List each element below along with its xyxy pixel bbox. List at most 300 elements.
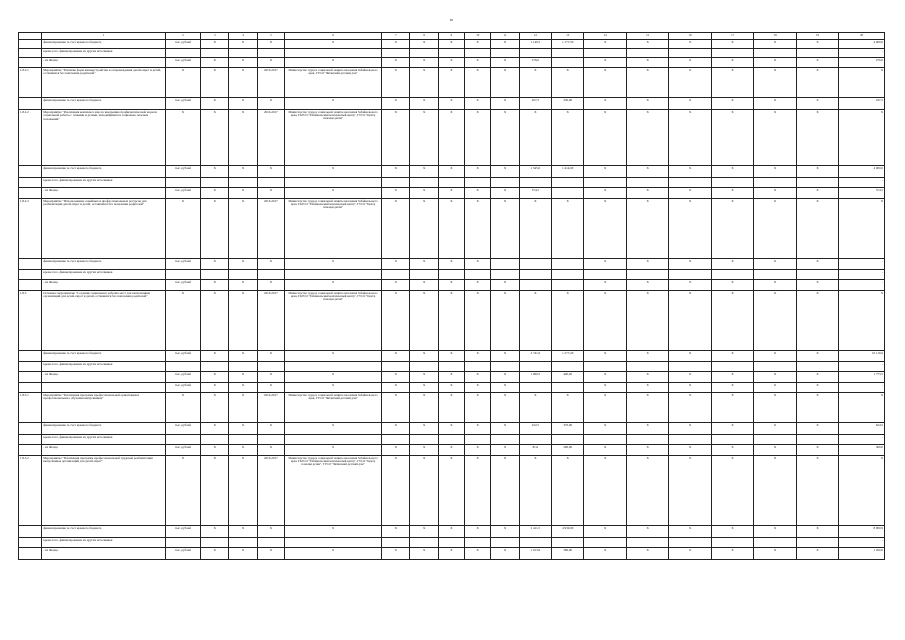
table-row bbox=[19, 68, 885, 98]
value-cell: X bbox=[438, 351, 464, 362]
value-cell: 4 000,0 bbox=[839, 40, 885, 49]
value-cell: X bbox=[201, 280, 229, 291]
value-cell: X bbox=[465, 548, 491, 560]
value-cell: X bbox=[669, 445, 711, 456]
value-cell: X bbox=[839, 393, 885, 423]
value-cell: X bbox=[839, 68, 885, 98]
value-cell bbox=[711, 538, 753, 548]
value-cell: X bbox=[382, 383, 410, 393]
value-cell: X bbox=[465, 291, 491, 351]
page-number: to bbox=[450, 17, 454, 22]
value-cell: X bbox=[626, 280, 668, 291]
executor-cell: X bbox=[285, 372, 382, 383]
executor-cell: X bbox=[285, 40, 382, 49]
value-cell: 360,0 bbox=[839, 445, 885, 456]
table-row bbox=[19, 538, 885, 548]
row-code-cell bbox=[19, 372, 42, 383]
executor-cell bbox=[285, 270, 382, 280]
value-cell bbox=[229, 178, 257, 188]
value-cell: X bbox=[584, 58, 626, 68]
value-cell: X bbox=[796, 166, 838, 178]
value-cell: X bbox=[584, 456, 626, 526]
value-cell bbox=[201, 435, 229, 445]
value-cell: X bbox=[438, 280, 464, 291]
value-cell: X bbox=[711, 110, 753, 166]
value-cell: - bbox=[839, 383, 885, 393]
value-cell: X bbox=[201, 526, 229, 538]
value-cell: X bbox=[669, 383, 711, 393]
value-cell: X bbox=[410, 383, 438, 393]
row-description-cell: кроме того, финансирование из других источников bbox=[42, 362, 165, 372]
program-table bbox=[18, 32, 885, 560]
value-cell: X bbox=[584, 548, 626, 560]
value-cell: X bbox=[465, 199, 491, 259]
value-cell: X bbox=[201, 110, 229, 166]
unit-cell: тыс. рублей bbox=[165, 423, 200, 435]
value-cell bbox=[552, 280, 584, 291]
value-cell: X bbox=[201, 188, 229, 199]
value-cell: X bbox=[711, 456, 753, 526]
value-cell: X bbox=[491, 58, 519, 68]
column-number-cell: 3 bbox=[201, 33, 229, 40]
value-cell: X bbox=[669, 393, 711, 423]
value-cell: 4 930,00 bbox=[552, 526, 584, 538]
value-cell: X bbox=[257, 40, 284, 49]
row-code-cell bbox=[19, 280, 42, 291]
value-cell: X bbox=[491, 166, 519, 178]
executor-cell: X bbox=[285, 423, 382, 435]
value-cell: X bbox=[552, 110, 584, 166]
unit-cell: X bbox=[165, 393, 200, 423]
value-cell: 276,0 bbox=[519, 58, 551, 68]
value-cell: X bbox=[584, 166, 626, 178]
table-row bbox=[19, 199, 885, 259]
value-cell: X bbox=[257, 58, 284, 68]
value-cell: X bbox=[382, 393, 410, 423]
value-cell: X bbox=[519, 110, 551, 166]
value-cell: - bbox=[839, 178, 885, 188]
value-cell: X bbox=[382, 291, 410, 351]
value-cell: X bbox=[410, 166, 438, 178]
value-cell: 2016-2017 bbox=[257, 456, 284, 526]
value-cell: X bbox=[669, 188, 711, 199]
value-cell: X bbox=[669, 68, 711, 98]
value-cell bbox=[584, 362, 626, 372]
value-cell: X bbox=[229, 58, 257, 68]
value-cell: - bbox=[839, 270, 885, 280]
value-cell: 81,6 bbox=[519, 445, 551, 456]
value-cell: X bbox=[410, 58, 438, 68]
value-cell: X bbox=[465, 351, 491, 362]
row-code-cell bbox=[19, 49, 42, 58]
value-cell: X bbox=[796, 383, 838, 393]
table-row bbox=[19, 40, 885, 49]
value-cell: X bbox=[465, 372, 491, 383]
value-cell: X bbox=[382, 259, 410, 270]
value-cell bbox=[382, 49, 410, 58]
value-cell: X bbox=[796, 110, 838, 166]
executor-cell: X bbox=[285, 58, 382, 68]
value-cell: X bbox=[711, 351, 753, 362]
column-number-cell: 19 bbox=[796, 33, 838, 40]
value-cell bbox=[410, 362, 438, 372]
executor-cell: X bbox=[285, 280, 382, 291]
value-cell: X bbox=[201, 40, 229, 49]
value-cell: X bbox=[552, 199, 584, 259]
row-description-cell: финансирование за счет краевого бюджета bbox=[42, 526, 165, 538]
value-cell: X bbox=[796, 423, 838, 435]
value-cell bbox=[438, 435, 464, 445]
row-code-cell bbox=[19, 383, 42, 393]
executor-cell bbox=[285, 435, 382, 445]
executor-cell: X bbox=[285, 548, 382, 560]
value-cell: X bbox=[257, 98, 284, 110]
value-cell: 1 177,50 bbox=[552, 40, 584, 49]
value-cell: X bbox=[257, 166, 284, 178]
row-description-cell: финансирование за счет краевого бюджета bbox=[42, 40, 165, 49]
value-cell: X bbox=[201, 456, 229, 526]
column-number-cell: 6 bbox=[285, 33, 382, 40]
value-cell: X bbox=[438, 98, 464, 110]
value-cell: X bbox=[438, 291, 464, 351]
value-cell: X bbox=[382, 199, 410, 259]
value-cell: X bbox=[626, 291, 668, 351]
value-cell: X bbox=[201, 423, 229, 435]
value-cell bbox=[491, 362, 519, 372]
value-cell: X bbox=[410, 259, 438, 270]
executor-cell: X bbox=[285, 351, 382, 362]
value-cell: X bbox=[491, 40, 519, 49]
value-cell: X bbox=[669, 98, 711, 110]
value-cell bbox=[438, 270, 464, 280]
column-number-cell: 14 bbox=[584, 33, 626, 40]
value-cell: X bbox=[438, 548, 464, 560]
value-cell bbox=[410, 538, 438, 548]
value-cell: 1 773,5 bbox=[839, 372, 885, 383]
value-cell: X bbox=[465, 526, 491, 538]
value-cell: X bbox=[491, 456, 519, 526]
value-cell: 624,5 bbox=[839, 423, 885, 435]
unit-cell: тыс. рублей bbox=[165, 372, 200, 383]
value-cell: X bbox=[626, 58, 668, 68]
value-cell: X bbox=[201, 445, 229, 456]
value-cell: X bbox=[711, 166, 753, 178]
column-number-cell: 18 bbox=[754, 33, 796, 40]
executor-cell: X bbox=[285, 188, 382, 199]
value-cell: X bbox=[754, 280, 796, 291]
value-cell bbox=[552, 362, 584, 372]
executor-cell: X bbox=[285, 166, 382, 178]
value-cell: X bbox=[410, 199, 438, 259]
value-cell: X bbox=[382, 166, 410, 178]
row-code-cell bbox=[19, 435, 42, 445]
table-row bbox=[19, 188, 885, 199]
value-cell bbox=[519, 280, 551, 291]
value-cell bbox=[669, 270, 711, 280]
value-cell: X bbox=[711, 423, 753, 435]
value-cell bbox=[552, 270, 584, 280]
table-row bbox=[19, 351, 885, 362]
value-cell: X bbox=[584, 526, 626, 538]
value-cell: X bbox=[584, 110, 626, 166]
value-cell: X bbox=[552, 393, 584, 423]
row-description-cell: Мероприятие "Реализация комплекса мер по внедрению профилактической модели социальной работы с семьями и детьми, находящимися в социально опасном положении" bbox=[42, 110, 165, 166]
value-cell: X bbox=[229, 456, 257, 526]
value-cell bbox=[754, 538, 796, 548]
value-cell: X bbox=[584, 98, 626, 110]
row-description-cell: финансирование за счет краевого бюджета bbox=[42, 98, 165, 110]
value-cell: 276,0 bbox=[839, 58, 885, 68]
value-cell: X bbox=[201, 58, 229, 68]
row-description-cell bbox=[42, 383, 165, 393]
row-description-cell: Мероприятие "Развитие форм жизнеустройства и сопровождения детей-сирот и детей, оставшихся без попечения родителей" bbox=[42, 68, 165, 98]
value-cell: X bbox=[669, 259, 711, 270]
value-cell bbox=[257, 178, 284, 188]
value-cell: X bbox=[626, 423, 668, 435]
value-cell: X bbox=[584, 199, 626, 259]
value-cell: X bbox=[552, 68, 584, 98]
value-cell: X bbox=[519, 456, 551, 526]
row-description-cell: кроме того, финансирование из других источников bbox=[42, 178, 165, 188]
row-code-cell: 1.8.2.3 bbox=[19, 199, 42, 259]
value-cell: X bbox=[754, 58, 796, 68]
value-cell: 4 000,0 bbox=[839, 166, 885, 178]
row-code-cell bbox=[19, 538, 42, 548]
executor-cell: X bbox=[285, 445, 382, 456]
value-cell bbox=[257, 49, 284, 58]
value-cell: X bbox=[382, 526, 410, 538]
value-cell: X bbox=[438, 456, 464, 526]
unit-cell: тыс. рублей bbox=[165, 351, 200, 362]
row-description-cell: Основное мероприятие "Создание социальных рабочих мест для выпускников организаций для детей-сирот и детей, оставшихся без попечения родителей" bbox=[42, 291, 165, 351]
value-cell: X bbox=[491, 291, 519, 351]
value-cell bbox=[465, 49, 491, 58]
value-cell: X bbox=[711, 372, 753, 383]
executor-cell: X bbox=[285, 259, 382, 270]
unit-cell bbox=[165, 178, 200, 188]
value-cell: X bbox=[796, 445, 838, 456]
value-cell bbox=[519, 259, 551, 270]
value-cell: X bbox=[626, 393, 668, 423]
table-row bbox=[19, 383, 885, 393]
value-cell: X bbox=[626, 548, 668, 560]
value-cell: 2016-2017 bbox=[257, 199, 284, 259]
value-cell: X bbox=[491, 110, 519, 166]
value-cell: X bbox=[438, 372, 464, 383]
value-cell bbox=[626, 362, 668, 372]
value-cell bbox=[552, 383, 584, 393]
value-cell: X bbox=[382, 40, 410, 49]
column-number-cell: 15 bbox=[626, 33, 668, 40]
value-cell: X bbox=[754, 188, 796, 199]
value-cell bbox=[519, 270, 551, 280]
table-row bbox=[19, 456, 885, 526]
value-cell: X bbox=[839, 110, 885, 166]
unit-cell: тыс. рублей bbox=[165, 526, 200, 538]
column-number-cell: 2 bbox=[165, 33, 200, 40]
value-cell bbox=[552, 188, 584, 199]
value-cell: 207,5 bbox=[519, 98, 551, 110]
value-cell: X bbox=[410, 351, 438, 362]
value-cell bbox=[754, 362, 796, 372]
value-cell bbox=[754, 49, 796, 58]
value-cell: X bbox=[626, 372, 668, 383]
value-cell: X bbox=[796, 259, 838, 270]
row-code-cell bbox=[19, 526, 42, 538]
row-code-cell: 1.8.3 bbox=[19, 291, 42, 351]
value-cell: X bbox=[754, 423, 796, 435]
value-cell: X bbox=[669, 526, 711, 538]
value-cell bbox=[382, 270, 410, 280]
value-cell: 1 414,00 bbox=[552, 166, 584, 178]
value-cell: X bbox=[669, 166, 711, 178]
value-cell: X bbox=[491, 548, 519, 560]
row-description-cell: Мероприятие "Использование семейных и профессиональных ресурсов для реабилитации детей-сирот и детей, оставшихся без попечения родителей" bbox=[42, 199, 165, 259]
row-code-cell: 1.8.3.1 bbox=[19, 393, 42, 423]
value-cell: X bbox=[754, 383, 796, 393]
value-cell: 200,00 bbox=[552, 445, 584, 456]
unit-cell: тыс. рублей bbox=[165, 166, 200, 178]
value-cell bbox=[519, 383, 551, 393]
value-cell: X bbox=[201, 372, 229, 383]
value-cell bbox=[465, 178, 491, 188]
value-cell: X bbox=[491, 98, 519, 110]
value-cell: 2 411,5 bbox=[519, 526, 551, 538]
value-cell: X bbox=[491, 526, 519, 538]
column-number-cell: 16 bbox=[669, 33, 711, 40]
value-cell: X bbox=[711, 259, 753, 270]
value-cell: X bbox=[626, 98, 668, 110]
value-cell: X bbox=[754, 98, 796, 110]
unit-cell: X bbox=[165, 291, 200, 351]
value-cell: X bbox=[626, 526, 668, 538]
row-description-cell: - из Фонда bbox=[42, 188, 165, 199]
value-cell bbox=[465, 362, 491, 372]
value-cell bbox=[754, 435, 796, 445]
value-cell: X bbox=[626, 199, 668, 259]
value-cell: X bbox=[754, 110, 796, 166]
value-cell: X bbox=[465, 40, 491, 49]
value-cell: X bbox=[410, 393, 438, 423]
value-cell: X bbox=[229, 393, 257, 423]
value-cell: 390,00 bbox=[552, 548, 584, 560]
value-cell: X bbox=[754, 526, 796, 538]
table-row bbox=[19, 166, 885, 178]
value-cell: - bbox=[839, 538, 885, 548]
value-cell: X bbox=[229, 445, 257, 456]
row-description-cell: - из Фонда bbox=[42, 280, 165, 291]
value-cell: X bbox=[257, 383, 284, 393]
value-cell bbox=[796, 49, 838, 58]
table-row bbox=[19, 178, 885, 188]
value-cell: X bbox=[711, 526, 753, 538]
value-cell: X bbox=[519, 291, 551, 351]
value-cell: - bbox=[839, 435, 885, 445]
table-row bbox=[19, 270, 885, 280]
value-cell: X bbox=[410, 372, 438, 383]
value-cell: X bbox=[382, 351, 410, 362]
table-row bbox=[19, 49, 885, 58]
value-cell: 1 140,5 bbox=[519, 40, 551, 49]
value-cell: X bbox=[491, 393, 519, 423]
value-cell: X bbox=[438, 423, 464, 435]
column-number-cell: 12 bbox=[519, 33, 551, 40]
value-cell: X bbox=[438, 40, 464, 49]
table-row bbox=[19, 548, 885, 560]
value-cell bbox=[201, 178, 229, 188]
value-cell: X bbox=[626, 166, 668, 178]
value-cell bbox=[491, 538, 519, 548]
value-cell bbox=[584, 435, 626, 445]
value-cell: X bbox=[584, 280, 626, 291]
value-cell: X bbox=[754, 291, 796, 351]
value-cell bbox=[410, 270, 438, 280]
value-cell: 1 545,0 bbox=[519, 166, 551, 178]
value-cell: X bbox=[626, 383, 668, 393]
value-cell: X bbox=[711, 58, 753, 68]
value-cell: X bbox=[754, 548, 796, 560]
value-cell: X bbox=[626, 445, 668, 456]
row-description-cell: финансирование за счет краевого бюджета bbox=[42, 351, 165, 362]
value-cell: X bbox=[229, 68, 257, 98]
value-cell bbox=[711, 270, 753, 280]
value-cell: 1 099,5 bbox=[519, 372, 551, 383]
value-cell: X bbox=[669, 58, 711, 68]
value-cell: X bbox=[382, 58, 410, 68]
value-cell: X bbox=[796, 68, 838, 98]
table-row bbox=[19, 98, 885, 110]
value-cell bbox=[519, 435, 551, 445]
unit-cell bbox=[165, 362, 200, 372]
value-cell: X bbox=[382, 372, 410, 383]
value-cell: X bbox=[754, 445, 796, 456]
value-cell: 440,20 bbox=[552, 372, 584, 383]
value-cell: X bbox=[410, 423, 438, 435]
value-cell bbox=[410, 49, 438, 58]
value-cell: X bbox=[229, 526, 257, 538]
value-cell bbox=[754, 270, 796, 280]
value-cell bbox=[552, 49, 584, 58]
value-cell: X bbox=[796, 393, 838, 423]
executor-cell: Министерство труда и социальной защиты населения Забайкальского края, ГУСО "Читинский детский дом" bbox=[285, 68, 382, 98]
value-cell: X bbox=[669, 423, 711, 435]
value-cell: X bbox=[382, 280, 410, 291]
value-cell: X bbox=[229, 372, 257, 383]
row-description-cell: финансирование за счет краевого бюджета bbox=[42, 423, 165, 435]
table-row bbox=[19, 259, 885, 270]
column-number-cell: 10 bbox=[465, 33, 491, 40]
row-description-cell: - из Фонда bbox=[42, 548, 165, 560]
value-cell: X bbox=[796, 40, 838, 49]
value-cell: X bbox=[410, 98, 438, 110]
value-cell: X bbox=[584, 291, 626, 351]
value-cell: X bbox=[584, 40, 626, 49]
value-cell bbox=[438, 362, 464, 372]
value-cell bbox=[669, 538, 711, 548]
value-cell: 374,5 bbox=[519, 188, 551, 199]
value-cell: X bbox=[796, 351, 838, 362]
value-cell: X bbox=[465, 445, 491, 456]
value-cell: X bbox=[410, 291, 438, 351]
value-cell bbox=[438, 49, 464, 58]
executor-cell: Министерство труда и социальной защиты населения Забайкальского края, ГУСО "Читинский детский дом" bbox=[285, 393, 382, 423]
value-cell: X bbox=[257, 372, 284, 383]
unit-cell: X bbox=[165, 110, 200, 166]
value-cell bbox=[552, 435, 584, 445]
value-cell: X bbox=[669, 110, 711, 166]
value-cell: X bbox=[257, 259, 284, 270]
value-cell: X bbox=[257, 526, 284, 538]
